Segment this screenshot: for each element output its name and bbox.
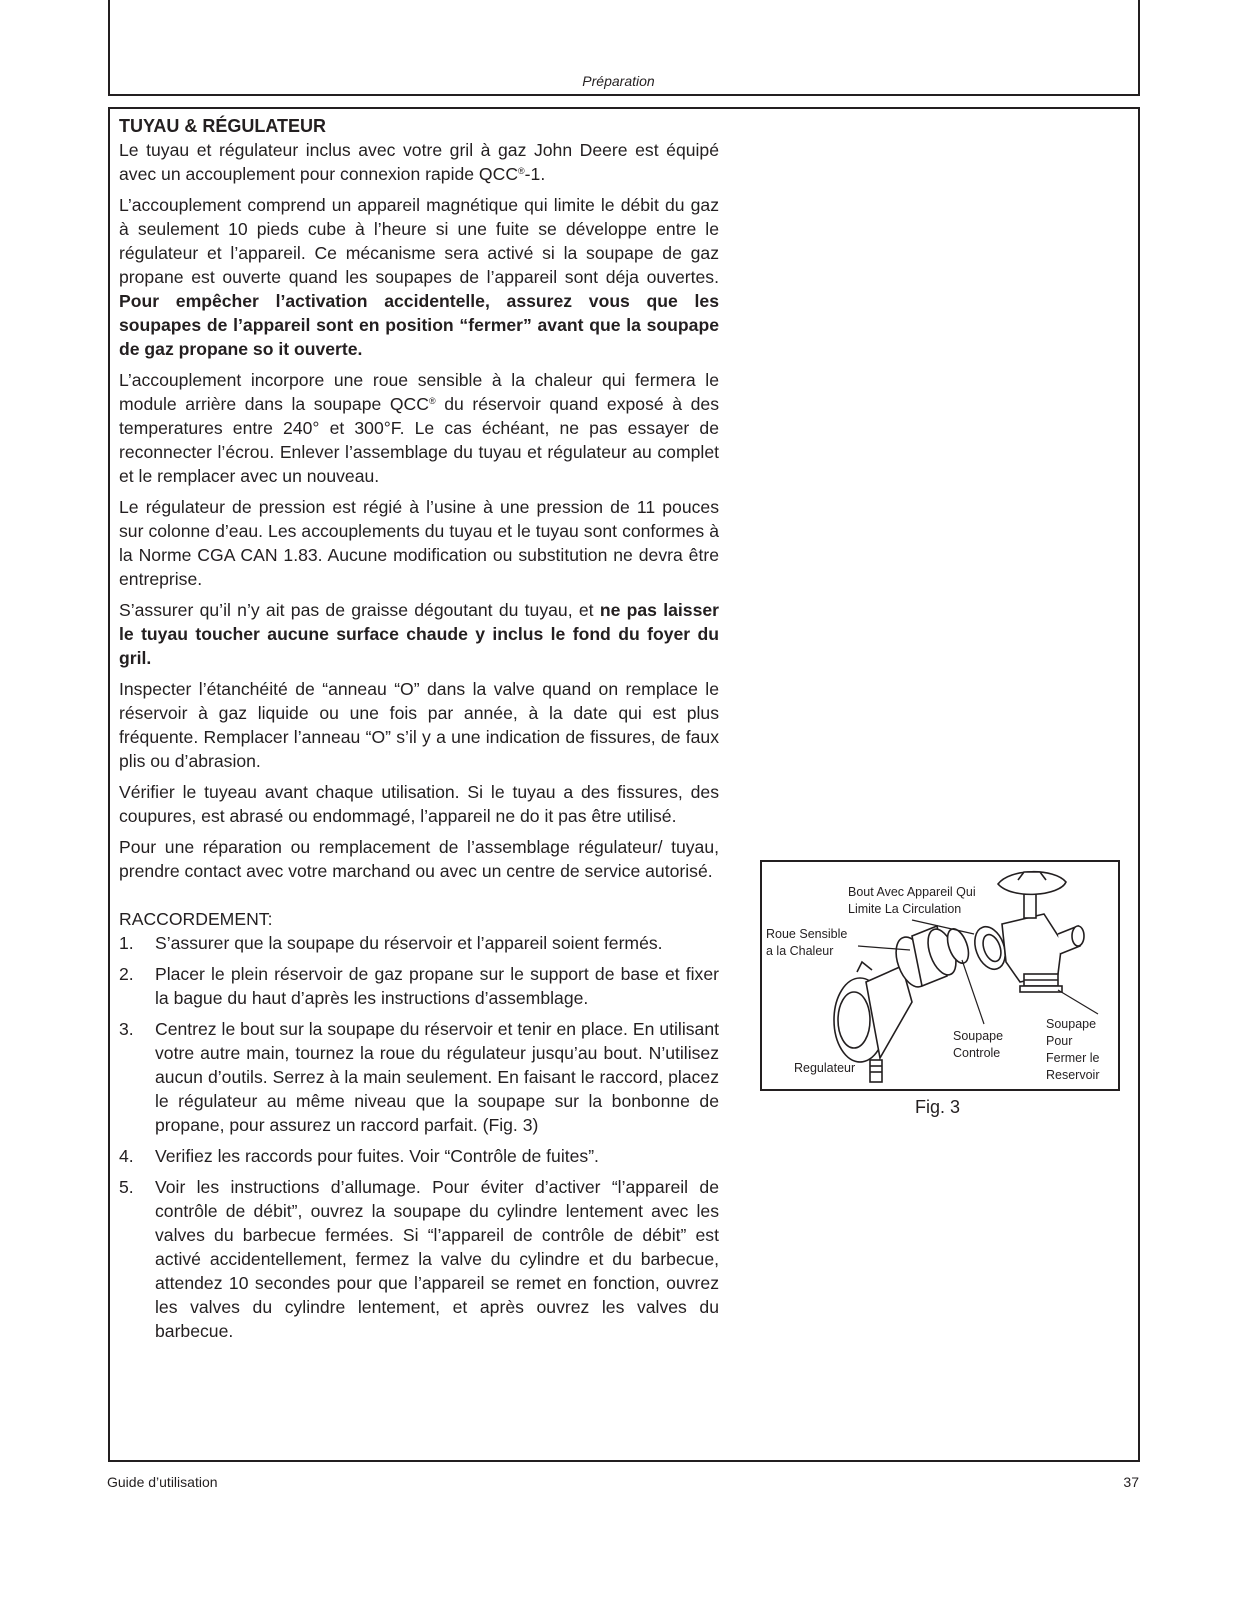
grease-warning-paragraph: S’assurer qu’il n’y ait pas de graisse dégoutant du tuyau, et ne pas laisser le tuyau toucher aucune surface chaude y inclus le fond du foyer du gril.: [119, 600, 719, 668]
coupling-paragraph: L’accouplement comprend un appareil magnétique qui limite le débit du gaz à seulement 10 pieds cube à l’heure si une fuite se développe entre le régulateur et l’appareil. Ce mécanisme sera activé si la soupape de gaz propane est ouverte quand les soupapes de l’appareil sont déja ouvertes. Pour empêcher l’activation accidentelle, assurez vous que les soupapes de l’appareil sont en position “fermer” avant que la soupape de gaz propane so it ouverte.: [119, 195, 719, 359]
callout-control-valve: Soupape Controle: [953, 1029, 1004, 1060]
page-number: 37: [1123, 1474, 1139, 1490]
callout-heat-sensitive-wheel: Roue Sensible a la Chaleur: [766, 927, 848, 958]
section-header: Préparation: [582, 73, 655, 89]
figure-3-box: [760, 860, 1120, 1091]
step-item: 4. Verifiez les raccords pour fuites. Voir “Contrôle de fuites”.: [119, 1146, 599, 1166]
connection-steps: [119, 931, 719, 1343]
heat-wheel-paragraph: L’accouplement incorpore une roue sensible à la chaleur qui fermera le module arrière dans la soupape QCC® du réservoir quand exposé à des temperatures entre 240° et 300°F. Le cas échéant, ne pas essayer de reconnecter l’écrou. Enlever l’assemblage du tuyau et régulateur au complet et le remplacer avec un nouveau.: [119, 370, 719, 486]
figure-caption: Fig. 3: [915, 1097, 961, 1117]
pressure-paragraph: Le régulateur de pression est régié à l’usine à une pression de 11 pouces sur colonne d’eau. Les accouplements du tuyau et le tuyau sont conformes à la Norme CGA CAN 1.83. Aucune modification ou substitution ne devra être entreprise.: [119, 497, 719, 589]
callout-flow-limiting-end: Bout Avec Appareil Qui Limite La Circulation: [848, 885, 976, 916]
connection-subheading: RACCORDEMENT:: [119, 909, 273, 929]
step-item: 1. S’assurer que la soupape du réservoir et l’appareil soient fermés.: [119, 933, 663, 953]
callout-tank-shutoff-valve: Soupape Pour Fermer le Reservoir: [1046, 1017, 1100, 1082]
repair-paragraph: Pour une réparation ou remplacement de l’assemblage régulateur/ tuyau, prendre contact avec votre marchand ou avec un centre de service autorisé.: [119, 837, 719, 881]
o-ring-paragraph: Inspecter l’étanchéité de “anneau “O” dans la valve quand on remplace le réservoir à gaz liquide ou une fois par année, à la date qui est plus fréquente. Remplacer l’anneau “O” s’il y a une indication de fissures, de faux plis ou d’abrasion.: [119, 679, 719, 771]
section-title: TUYAU & RÉGULATEUR: [119, 116, 327, 136]
text-column: [119, 114, 719, 1350]
hose-check-paragraph: Vérifier le tuyeau avant chaque utilisation. Si le tuyau a des fissures, des coupures, est abrasé ou endommagé, l’appareil ne do it pas être utilisé.: [119, 782, 719, 826]
step-item: 2. Placer le plein réservoir de gaz propane sur le support de base et fixer la bague du haut d’après les instructions d’assemblage.: [119, 964, 719, 1008]
footer-guide-title: Guide d’utilisation: [107, 1474, 218, 1490]
intro-paragraph: Le tuyau et régulateur inclus avec votre gril à gaz John Deere est équipé avec un accouplement pour connexion rapide QCC®-1.: [119, 140, 719, 184]
step-item: 3. Centrez le bout sur la soupape du réservoir et tenir en place. En utilisant votre autre main, tournez la roue du régulateur jusqu’au bout. N’utilisez aucun d’outils. Serrez à la main seulement. En faisant le raccord, placez le régulateur au même niveau que la soupape sur la bonbonne de propane, pour assurez un raccord parfait. (Fig. 3): [119, 1019, 719, 1135]
callout-regulator: Regulateur: [794, 1061, 856, 1075]
step-item: 5. Voir les instructions d’allumage. Pour éviter d’activer “l’appareil de contrôle de débit”, ouvrez la soupape du cylindre lentement avec les valves du barbecue fermées. Si “l’appareil de contrôle de débit” est activé accidentellement, fermez la valve du cylindre et du barbecue, attendez 10 secondes pour que l’appareil se remet en fonction, ouvrez les valves du cylindre lentement, et après ouvrez les valves du barbecue.: [119, 1177, 719, 1341]
